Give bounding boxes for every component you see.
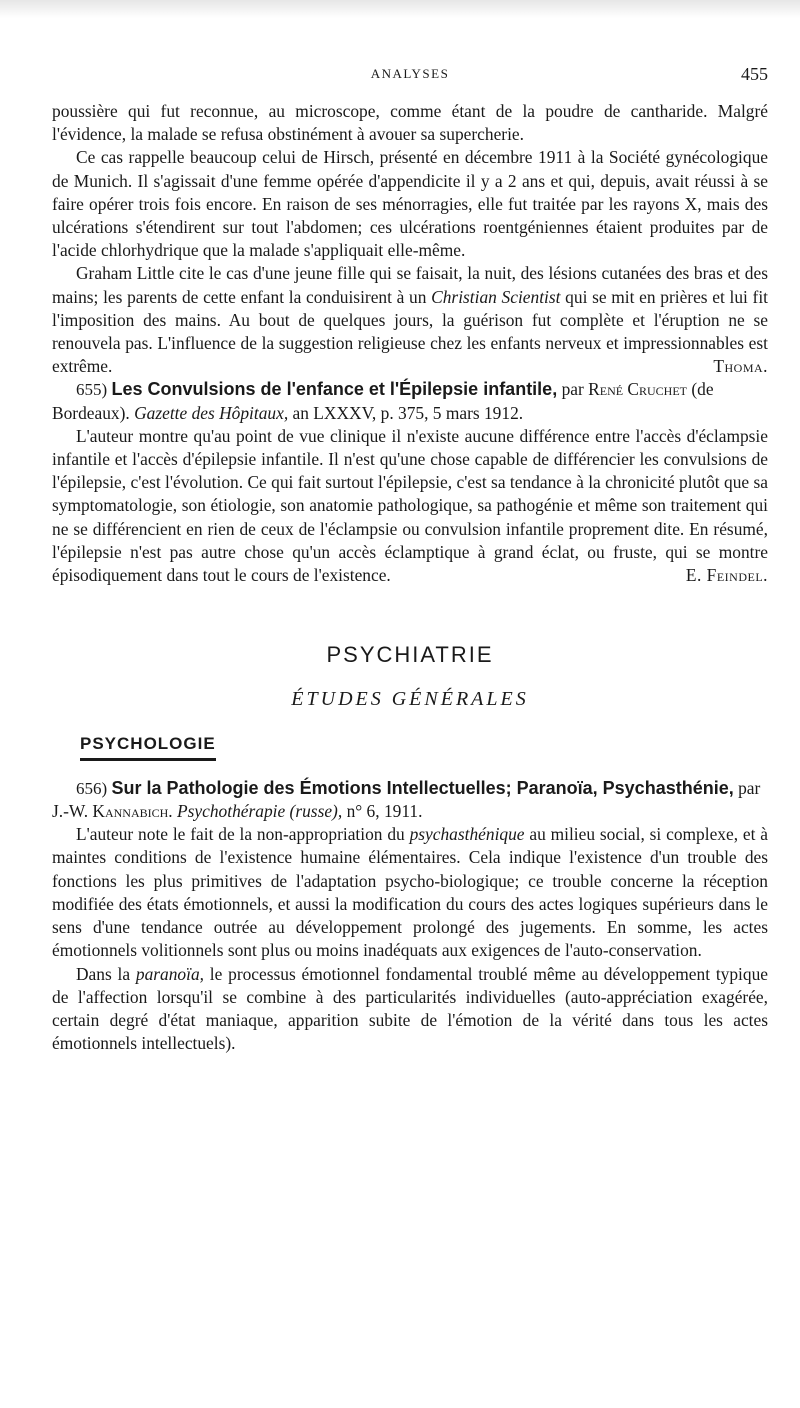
article-655-body: [52, 425, 768, 587]
paragraph-text: Graham Little cite le cas d'une jeune fille qui se faisait, la nuit, des lésions cutanées des bras et des mains; les parents de cette enfant la conduisirent à un: [52, 263, 768, 307]
paragraph-text: qui se mit en prières et lui fit l'imposition des mains. Au bout de quelques jours, la guérison fut complète et l'éruption ne se renouvela pas. L'influence de la suggestion religieuse chez les enfants nerveux et impressionnables est extrême.: [52, 286, 769, 377]
author-affiliation: (de Bordeaux).: [52, 379, 714, 423]
running-header: [52, 66, 768, 90]
journal-reference: an LXXXV, p. 375, 5 mars 1912.: [292, 402, 524, 423]
running-title: ANALYSES: [370, 66, 450, 81]
article-title: Sur la Pathologie des Émotions Intellectuelles; Paranoïa, Psychasthénie,: [111, 777, 734, 798]
paragraph-text: au milieu social, si complexe, et à maintes conditions de l'existence humaine élémentaires. Cela indique l'existence d'un trouble des fonctions les plus primitives de l'adaptation psycho-biologique; ce trouble concerne la réception modifiée des états émotionnels, et aussi la modification du cours des actes logiques supérieurs dans le sens d'une tendance outrée au développement prolongé des jugements. En somme, les actes émotionnels volitionnels sont plus ou moins inadéquats aux exigences de l'auto-conservation.: [52, 824, 769, 961]
paragraph-text: poussière qui fut reconnue, au microscope, comme étant de la poudre de cantharide. Malgré l'évidence, la malade se refusa obstinément à avouer sa supercherie.: [52, 101, 768, 145]
article-656-body-2: [52, 963, 768, 1056]
journal-name: Psychothérapie (russe),: [177, 801, 343, 822]
paragraph-text: L'auteur note le fait de la non-appropriation du: [76, 824, 410, 845]
paragraph-hirsch: [52, 146, 768, 262]
emphasis-text: psychasthénique: [409, 824, 525, 845]
article-number: 656): [76, 778, 108, 798]
paragraph-little: [52, 262, 768, 378]
page-number: 455: [741, 64, 768, 84]
paragraph-text: L'auteur montre qu'au point de vue clinique il n'existe aucune différence entre l'accès d'éclampsie infantile et l'accès d'épilepsie infantile. Il n'est qu'une chose capable de différencier les convulsions de l'épilepsie, c'est l'évolution. Ce qui fait surtout l'épilepsie, c'est sa tendance à la chronicité plutôt que sa symptomatologie, son étiologie, son anatomie pathologique, sa pathogénie et même son traitement qui ne se différencient en rien de ceux de l'éclampsie ou convulsion infantile proprement dite. En résumé, l'épilepsie n'est pas autre chose qu'un accès éclamptique à grand éclat, ou fruste, qui se montre épisodiquement dans tout le cours de l'existence.: [52, 425, 768, 586]
article-number: 655): [76, 380, 108, 400]
paragraph-text: Dans la: [76, 963, 136, 984]
article-656-heading: [52, 777, 768, 823]
article-656-body-1: [52, 823, 768, 962]
section-title: PSYCHIATRIE: [326, 642, 494, 668]
subsection-title: ÉTUDES GÉNÉRALES: [291, 688, 529, 711]
rubric-title: PSYCHOLOGIE: [80, 732, 216, 761]
page-content: [52, 100, 768, 1055]
emphasis-text: Christian Scientist: [431, 286, 561, 307]
paragraph-text: Ce cas rappelle beaucoup celui de Hirsch, présenté en décembre 1911 à la Société gynécologique de Munich. Il s'agissait d'une femme opérée d'appendicite il y a 2 ans et qui, depuis, avait réussi à se faire opérer trois fois encore. En raison de ses ménorragies, elle fut traitée par les rayons X, mais des ulcérations s'étendirent sur tout l'abdomen; ces ulcérations roentgéniennes étaient produites par de l'acide chlorhydrique que la malade s'appliquait elle-même.: [52, 147, 768, 261]
journal-reference: n° 6, 1911.: [346, 801, 423, 822]
signature: Thoma.: [713, 356, 768, 377]
article-author: J.-W. Kannabich.: [52, 801, 173, 822]
journal-name: Gazette des Hôpitaux,: [134, 402, 289, 423]
by-word: par: [561, 379, 584, 400]
by-word: par: [738, 777, 761, 798]
paragraph-text: le processus émotionnel fondamental troublé même au développement typique de l'affection lorsqu'il se combine à des particularités individuelles (auto-appréciation exagérée, certain degré d'état maniaque, apparition subite de l'émotion de la vérité dans tous les actes émotionnels intellectuels).: [52, 963, 768, 1054]
article-655-heading: [52, 378, 768, 424]
article-title: Les Convulsions de l'enfance et l'Épilepsie infantile,: [111, 379, 558, 400]
emphasis-text: paranoïa,: [135, 963, 204, 984]
article-author: René Cruchet: [588, 379, 688, 400]
paragraph-continuation: [52, 100, 768, 146]
scan-shading: [0, 0, 800, 18]
signature: E. Feindel.: [685, 565, 768, 586]
